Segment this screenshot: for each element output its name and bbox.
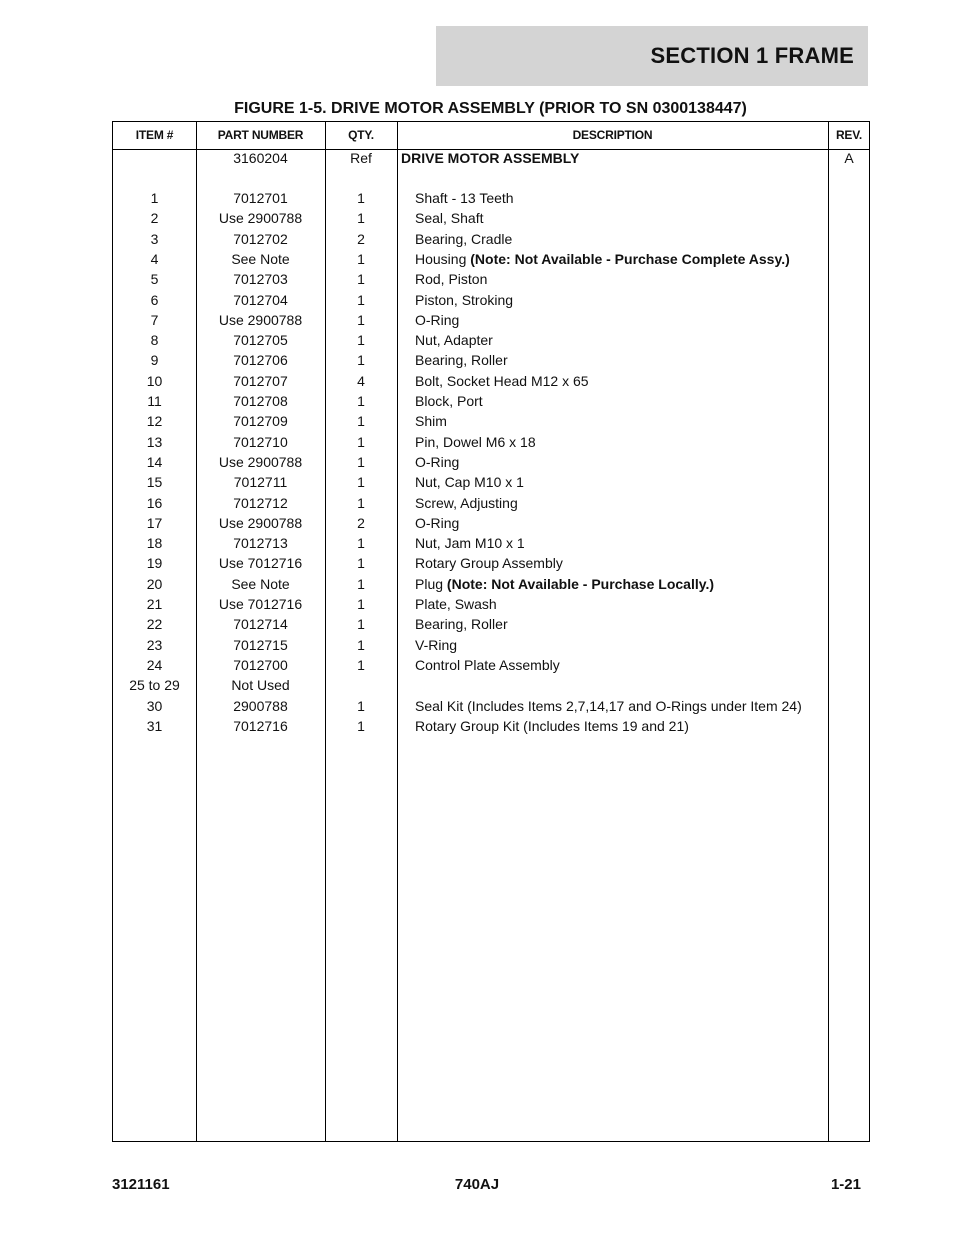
table-row [113, 269, 869, 289]
figure-title: FIGURE 1-5. DRIVE MOTOR ASSEMBLY (PRIOR TO SN 0300138447) [234, 100, 747, 117]
part-number: 7012706 [233, 352, 288, 369]
description [415, 330, 825, 350]
table-row [113, 249, 869, 269]
description-text: Bearing, Cradle [415, 230, 513, 247]
part-number: 7012704 [233, 291, 288, 308]
item-number: 7 [150, 311, 159, 328]
description-text: Bearing, Roller [415, 352, 508, 369]
item-number: 21 [146, 596, 163, 612]
table-row [113, 330, 869, 350]
part-number: 7012715 [233, 636, 288, 653]
description-text: O-Ring [415, 453, 460, 470]
part-number: 7012707 [233, 372, 288, 389]
table-row [113, 614, 869, 634]
quantity: 1 [357, 494, 365, 511]
quantity: 1 [357, 717, 365, 734]
item-number: 2 [150, 210, 159, 227]
item-number: 23 [146, 636, 163, 653]
table-row [113, 411, 869, 431]
table-row [113, 472, 869, 492]
description [415, 716, 825, 736]
quantity: 1 [357, 474, 365, 491]
quantity: 1 [357, 250, 365, 267]
footer-doc-number: 3121161 [112, 1176, 170, 1193]
quantity: 1 [357, 656, 365, 673]
table-row [113, 716, 869, 736]
description [415, 290, 825, 310]
part-number: 7012713 [233, 535, 288, 552]
item-number: 31 [146, 717, 163, 734]
description-text: Rotary Group Kit (Includes Items 19 and 21) [415, 717, 689, 734]
part-number: Use 2900788 [218, 453, 303, 470]
description [415, 696, 825, 716]
part-number: Use 7012716 [218, 596, 303, 612]
description [415, 188, 825, 208]
quantity: 1 [357, 271, 365, 288]
item-number: 14 [146, 453, 163, 470]
description-text: Bolt, Socket Head M12 x 65 [415, 372, 589, 389]
part-number: 7012710 [233, 433, 288, 450]
description-text: V-Ring [415, 636, 458, 653]
table-row [113, 493, 869, 513]
description-text: Shim [415, 413, 447, 430]
part-number: 7012702 [233, 230, 288, 247]
item-number: 13 [146, 433, 163, 450]
part-number: 7012708 [233, 393, 288, 409]
description [415, 574, 825, 594]
table-row [113, 513, 869, 533]
part-number: 7012700 [233, 656, 288, 673]
description-note: (Note: Not Available - Purchase Complete Assy.) [470, 250, 790, 267]
quantity: 1 [357, 332, 365, 349]
header-rev: REV. [835, 128, 863, 142]
item-number: 20 [146, 575, 163, 592]
item-number: 22 [146, 616, 163, 633]
quantity: 1 [357, 393, 365, 409]
quantity: 1 [357, 555, 365, 572]
revision: A [844, 150, 854, 166]
quantity: 1 [357, 413, 365, 430]
description-text: Rod, Piston [415, 271, 488, 288]
part-number: Use 2900788 [218, 311, 303, 328]
description [415, 391, 825, 411]
description [415, 553, 825, 573]
description-text: Housing [415, 250, 471, 267]
item-number: 18 [146, 535, 163, 552]
description-text: Shaft - 13 Teeth [415, 190, 514, 206]
quantity: 1 [357, 575, 365, 592]
table-row [113, 594, 869, 614]
item-number: 10 [146, 372, 163, 389]
quantity: 1 [357, 291, 365, 308]
table-row [113, 391, 869, 411]
item-number: 3 [150, 230, 159, 247]
part-number: 7012712 [233, 494, 288, 511]
section-banner [436, 26, 868, 86]
part-number: 7012709 [233, 413, 288, 430]
parts-table [112, 121, 870, 1142]
item-number: 11 [147, 393, 162, 409]
footer-page-number: 1-21 [830, 1176, 861, 1193]
table-row [113, 655, 869, 675]
table-row [113, 432, 869, 452]
description [415, 513, 825, 533]
description-text: Plate, Swash [415, 596, 497, 612]
quantity: 1 [357, 697, 365, 714]
description-text: Nut, Adapter [415, 332, 493, 349]
header-qty: QTY. [348, 128, 374, 142]
quantity: 1 [357, 616, 365, 633]
description [415, 249, 825, 269]
item-number: 15 [146, 474, 163, 491]
quantity: 1 [357, 352, 365, 369]
part-number: 7012716 [233, 717, 288, 734]
description-text: Seal Kit (Includes Items 2,7,14,17 and O-Rings under Item 24) [415, 697, 802, 714]
description [415, 533, 825, 553]
quantity: 1 [357, 190, 365, 206]
table-row [113, 188, 869, 208]
description-text: Plug [415, 575, 447, 592]
part-number: See Note [231, 250, 290, 267]
description-text: Bearing, Roller [415, 616, 508, 633]
quantity: 1 [357, 453, 365, 470]
quantity: 4 [357, 372, 365, 389]
item-number: 30 [146, 697, 163, 714]
table-row [113, 208, 869, 228]
assembly-row [113, 148, 869, 168]
description [415, 452, 825, 472]
table-row [113, 371, 869, 391]
quantity: 1 [357, 636, 365, 653]
part-number: 7012711 [233, 474, 288, 491]
quantity: 1 [357, 210, 365, 227]
part-number: 7012701 [233, 190, 288, 206]
description-text: Nut, Cap M10 x 1 [415, 474, 524, 491]
item-number: 16 [146, 494, 163, 511]
table-header [113, 122, 869, 150]
part-number: See Note [231, 575, 290, 592]
description-text: Rotary Group Assembly [415, 555, 563, 572]
table-row [113, 290, 869, 310]
description [415, 310, 825, 330]
part-number: 7012705 [233, 332, 288, 349]
item-number: 8 [150, 332, 159, 349]
header-part-number: PART NUMBER [217, 128, 304, 142]
part-number: 3160204 [233, 150, 288, 166]
table-row [113, 574, 869, 594]
quantity [325, 675, 397, 695]
header-description: DESCRIPTION [572, 128, 653, 142]
part-number: 7012703 [233, 271, 288, 288]
part-number: 7012714 [233, 616, 288, 633]
item-number: 9 [150, 352, 159, 369]
description [415, 371, 825, 391]
description [415, 635, 825, 655]
table-row [113, 533, 869, 553]
item-number: 6 [150, 291, 159, 308]
description: DRIVE MOTOR ASSEMBLY [401, 150, 580, 166]
description [415, 350, 825, 370]
description-note: (Note: Not Available - Purchase Locally.) [446, 575, 715, 592]
description [415, 614, 825, 634]
quantity: Ref [350, 150, 372, 166]
quantity: 1 [357, 311, 365, 328]
part-number: Use 2900788 [218, 210, 303, 227]
description [415, 594, 825, 614]
item-number: 17 [146, 514, 163, 531]
item-number: 1 [150, 190, 159, 206]
table-row [113, 229, 869, 249]
description-text: Block, Port [415, 393, 483, 409]
description [415, 411, 825, 431]
table-row [113, 553, 869, 573]
table-row [113, 452, 869, 472]
quantity: 1 [357, 535, 365, 552]
table-row [113, 310, 869, 330]
item-number: 25 to 29 [129, 677, 180, 694]
description-text: Control Plate Assembly [415, 656, 560, 673]
quantity: 1 [357, 596, 365, 612]
description [415, 493, 825, 513]
description [415, 269, 825, 289]
description [415, 208, 825, 228]
item-number: 19 [146, 555, 163, 572]
description [415, 472, 825, 492]
description [415, 675, 825, 695]
part-number: Use 2900788 [218, 514, 303, 531]
table-row [113, 350, 869, 370]
part-number: Use 7012716 [218, 555, 303, 572]
description-text: O-Ring [415, 514, 460, 531]
description-text: Pin, Dowel M6 x 18 [415, 433, 536, 450]
quantity: 2 [357, 230, 365, 247]
table-row [113, 675, 869, 695]
description [415, 655, 825, 675]
part-number: 2900788 [233, 697, 288, 714]
item-number: 24 [146, 656, 163, 673]
quantity: 2 [357, 514, 365, 531]
description [415, 432, 825, 452]
description-text: Nut, Jam M10 x 1 [415, 535, 525, 552]
description-text: Screw, Adjusting [415, 494, 518, 511]
description [415, 229, 825, 249]
header-item: ITEM # [135, 128, 174, 142]
footer-model: 740AJ [454, 1176, 500, 1193]
description-text: O-Ring [415, 311, 460, 328]
table-row [113, 635, 869, 655]
description-text: Seal, Shaft [415, 210, 484, 227]
part-number: Not Used [231, 677, 290, 694]
item-number: 5 [150, 271, 159, 288]
section-title: SECTION 1 FRAME [650, 43, 854, 68]
quantity: 1 [357, 433, 365, 450]
item-number: 4 [150, 250, 159, 267]
description-text: Piston, Stroking [415, 291, 514, 308]
item-number: 12 [146, 413, 163, 430]
table-row [113, 696, 869, 716]
